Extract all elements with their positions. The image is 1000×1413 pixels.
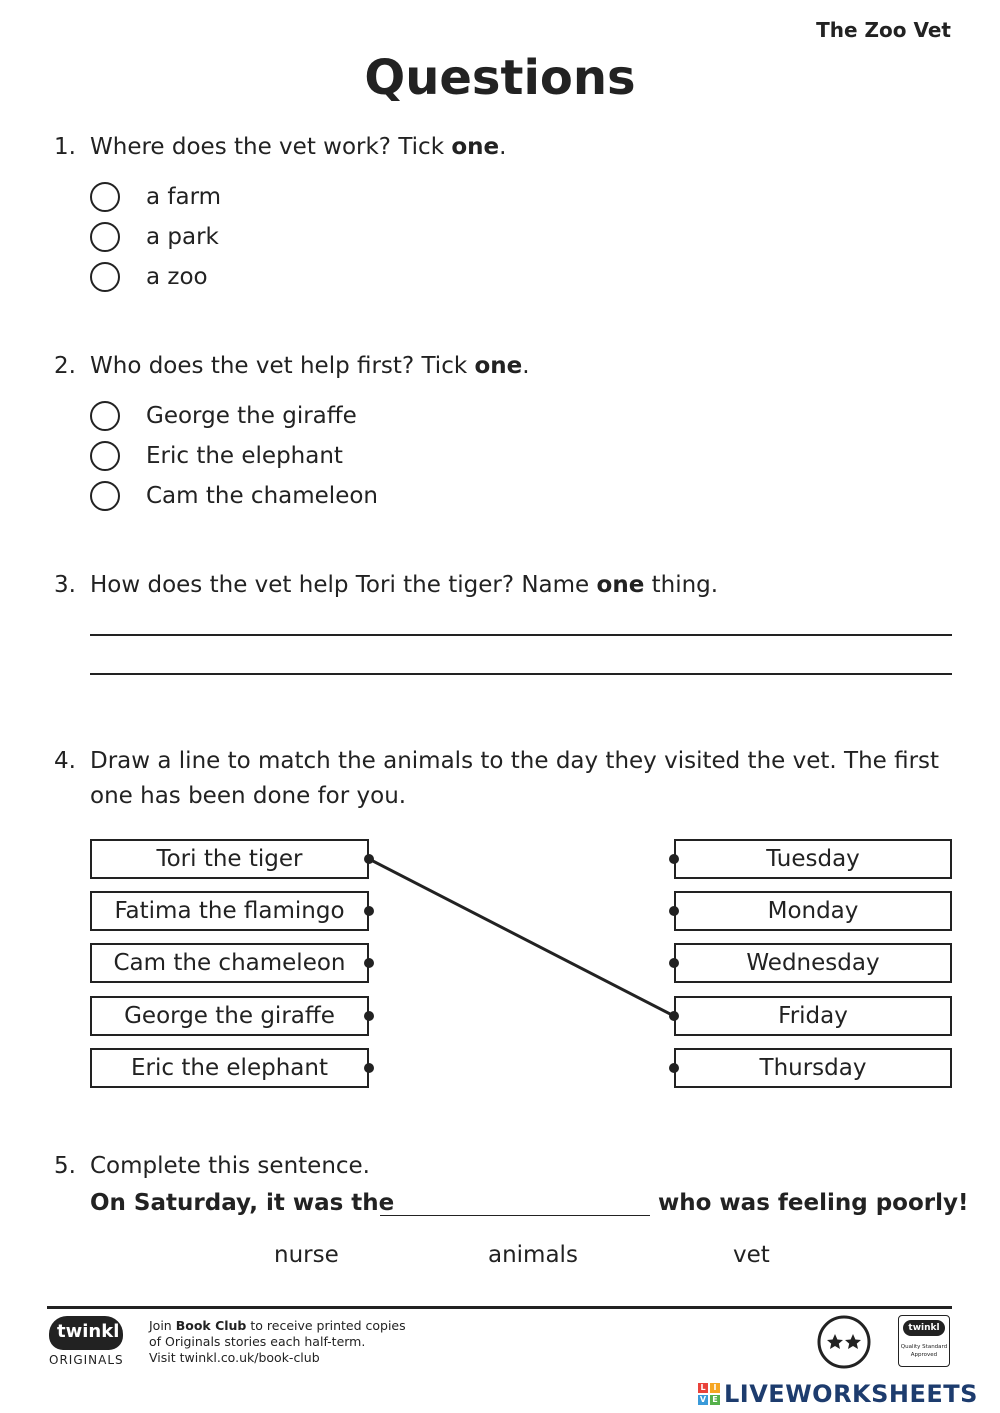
q1-option <box>90 260 208 294</box>
day-dot-friday[interactable] <box>669 1011 679 1021</box>
q2-option-label: Eric the elephant <box>146 443 343 469</box>
footer-divider <box>47 1306 952 1309</box>
q4-text-line2: one has been done for you. <box>90 783 407 809</box>
q4-text-line1: Draw a line to match the animals to the day they visited the vet. The first <box>90 748 940 774</box>
q1-option-radio-park[interactable] <box>90 222 120 252</box>
watermark-logo-icon <box>698 1383 720 1405</box>
animal-box-cam[interactable]: Cam the chameleon <box>90 943 369 983</box>
animal-box-eric[interactable]: Eric the elephant <box>90 1048 369 1088</box>
q2-option-radio-cam[interactable] <box>90 481 120 511</box>
q3-answer-line-2[interactable] <box>90 673 952 675</box>
animal-dot-cam[interactable] <box>364 958 374 968</box>
page-title: Questions <box>364 50 636 106</box>
q5-text: Complete this sentence. <box>90 1153 370 1179</box>
day-dot-thursday[interactable] <box>669 1063 679 1073</box>
q1-option-label: a zoo <box>146 264 208 290</box>
watermark-letter-i: I <box>710 1383 720 1393</box>
q2-option <box>90 439 343 473</box>
logo-word: twinkl <box>57 1321 120 1342</box>
logo-sub: ORIGINALS <box>49 1353 124 1367</box>
badge-text-1: Quality Standard <box>900 1344 948 1350</box>
q2-text: Who does the vet help first? Tick one. <box>90 353 530 379</box>
animal-box-george[interactable]: George the giraffe <box>90 996 369 1036</box>
badge-word: twinkl <box>903 1320 945 1336</box>
q2-option-radio-george[interactable] <box>90 401 120 431</box>
animal-dot-eric[interactable] <box>364 1063 374 1073</box>
watermark-letter-v: V <box>699 1395 707 1404</box>
q2-option <box>90 399 357 433</box>
day-box-thursday[interactable]: Thursday <box>674 1048 952 1088</box>
badge-text-2: Approved <box>910 1352 938 1358</box>
q5-choice-animals[interactable]: animals <box>488 1242 578 1268</box>
animal-dot-george[interactable] <box>364 1011 374 1021</box>
footer-promo-text: Join Book Club to receive printed copies of Originals stories each half-term. Visit twinkl.co.uk/book-club <box>149 1318 406 1365</box>
q1-option-label: a farm <box>146 184 222 210</box>
q5-choice-vet[interactable]: vet <box>733 1242 770 1268</box>
q3-answer-line-1[interactable] <box>90 634 952 636</box>
day-box-monday[interactable]: Monday <box>674 891 952 931</box>
q5-sentence-after: who was feeling poorly! <box>658 1190 969 1216</box>
day-box-friday[interactable]: Friday <box>674 996 952 1036</box>
watermark-letter-e: E <box>710 1395 720 1405</box>
day-box-wednesday[interactable]: Wednesday <box>674 943 952 983</box>
watermark-text: LIVEWORKSHEETS <box>724 1380 978 1408</box>
q2-option-label: George the giraffe <box>146 403 357 429</box>
day-dot-tuesday[interactable] <box>669 854 679 864</box>
q2-option-label: Cam the chameleon <box>146 483 378 509</box>
q5-number: 5. <box>54 1153 76 1179</box>
q1-option <box>90 180 221 214</box>
q5-choice-nurse[interactable]: nurse <box>274 1242 339 1268</box>
q3-number: 3. <box>54 572 76 598</box>
q4-number: 4. <box>54 748 76 774</box>
document-title: The Zoo Vet <box>816 18 951 42</box>
q2-option-radio-eric[interactable] <box>90 441 120 471</box>
animal-dot-fatima[interactable] <box>364 906 374 916</box>
q1-option <box>90 220 219 254</box>
q1-number: 1. <box>54 134 76 160</box>
day-dot-monday[interactable] <box>669 906 679 916</box>
q3-text: How does the vet help Tori the tiger? Name one thing. <box>90 572 719 598</box>
star-rating-icon <box>816 1314 872 1370</box>
q2-option <box>90 479 378 513</box>
day-dot-wednesday[interactable] <box>669 958 679 968</box>
twinkl-originals-logo <box>47 1316 127 1372</box>
q1-option-label: a park <box>146 224 219 250</box>
day-box-tuesday[interactable]: Tuesday <box>674 839 952 879</box>
quality-standard-badge <box>898 1315 950 1367</box>
watermark-letter-l: L <box>698 1383 708 1393</box>
q1-option-radio-farm[interactable] <box>90 182 120 212</box>
q5-sentence-before: On Saturday, it was the <box>90 1190 395 1216</box>
liveworksheets-watermark <box>698 1381 978 1407</box>
q1-text: Where does the vet work? Tick one. <box>90 134 507 160</box>
q5-blank-field[interactable] <box>380 1215 650 1216</box>
q1-option-radio-zoo[interactable] <box>90 262 120 292</box>
animal-box-tori[interactable]: Tori the tiger <box>90 839 369 879</box>
q2-number: 2. <box>54 353 76 379</box>
animal-box-fatima[interactable]: Fatima the flamingo <box>90 891 369 931</box>
animal-dot-tori[interactable] <box>364 854 374 864</box>
